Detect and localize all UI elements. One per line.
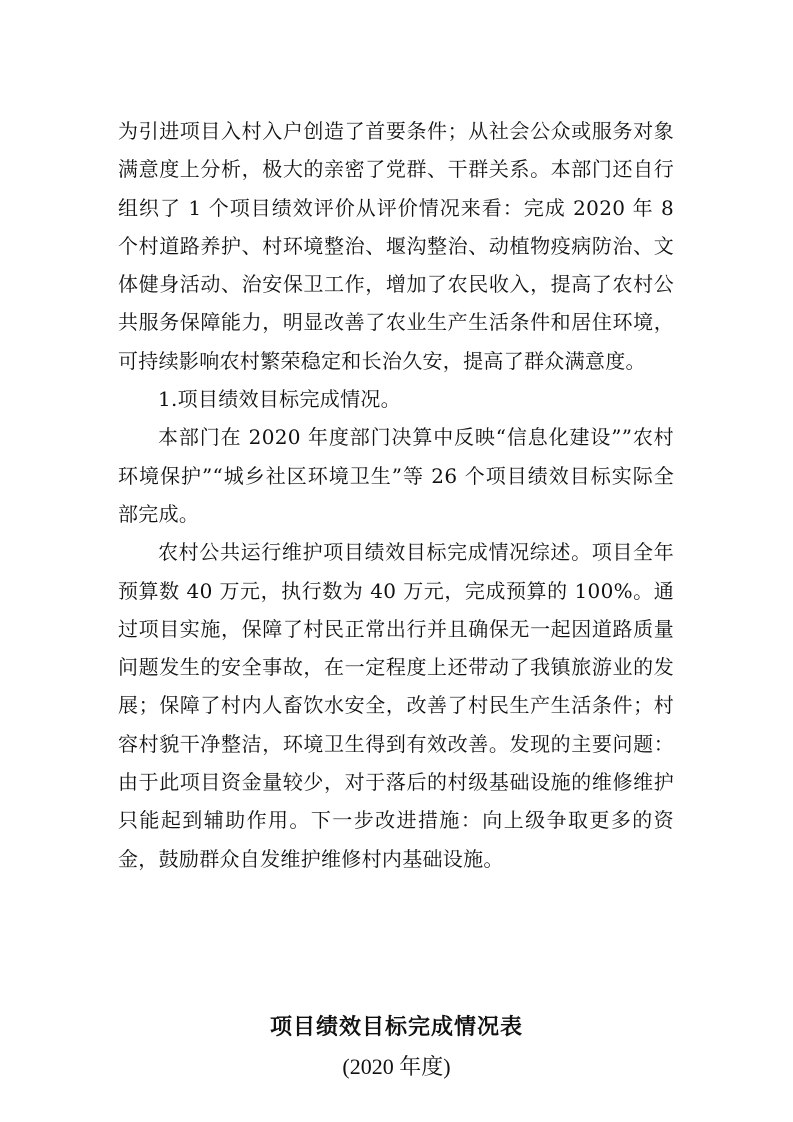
table-subtitle: (2020 年度) xyxy=(342,1054,451,1079)
paragraph-section-heading: 1.项目绩效目标完成情况。 xyxy=(158,387,401,412)
paragraph-project-targets: 本部门在 2020 年度部门决算中反映“信息化建设””农村环境保护”“城乡社区环境卫生”等 26 个项目绩效目标实际全部完成。 xyxy=(118,425,674,526)
paragraph-maintenance-project: 农村公共运行维护项目绩效目标完成情况综述。项目全年预算数 40 万元，执行数为 40 万元，完成预算的 100%。通过项目实施，保障了村民正常出行并且确保无一起因道路质量问题发生的安全事故，在一定程度上还带动了我镇旅游业的发展；保障了村内人畜饮水安全，改善了村民生产生活条件；村容村貌干净整洁，环境卫生得到有效改善。发现的主要问题：由于此项目资金量较少，对于落后的村级基础设施的维修维护只能起到辅助作用。下一步改进措施：向上级争取更多的资金，鼓励群众自发维护维修村内基础设施。 xyxy=(118,540,674,871)
table-title: 项目绩效目标完成情况表 xyxy=(269,1015,523,1040)
paragraph-evaluation-summary: 为引进项目入村入户创造了首要条件；从社会公众或服务对象满意度上分析，极大的亲密了党群、干群关系。本部门还自行组织了 1 个项目绩效评价从评价情况来看：完成 2020 年 8 个村道路养护、村环境整治、堰沟整治、动植物疫病防治、文体健身活动、治安保卫工作，增加了农民收入，提高了农村公共服务保障能力，明显改善了农业生产生活条件和居住环境，可持续影响农村繁荣稳定和长治久安，提高了群众满意度。 xyxy=(118,119,674,373)
document-body xyxy=(118,112,674,878)
